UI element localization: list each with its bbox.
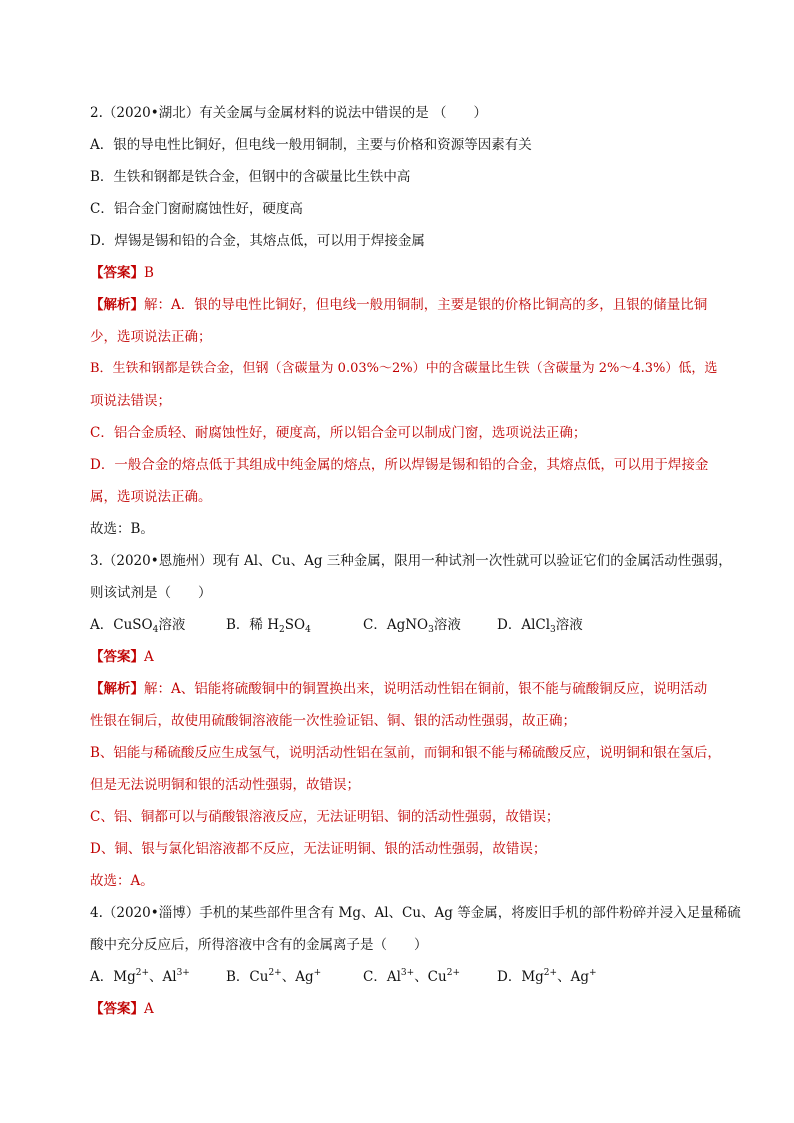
- subscript: 3: [428, 625, 434, 635]
- option-text: B．稀 H: [226, 617, 279, 633]
- q2-answer: [90, 264, 154, 282]
- q3-analysis-line: [90, 680, 707, 698]
- analysis-label: 【解析】: [90, 297, 144, 313]
- superscript: 2+: [268, 968, 282, 978]
- option-text: C．AgNO: [363, 617, 429, 633]
- q3-option-a: [90, 616, 185, 634]
- q2-analysis-line: [90, 296, 707, 314]
- subscript: 2: [279, 625, 285, 635]
- answer-label: 【答案】: [90, 649, 144, 665]
- answer-label: 【答案】: [90, 265, 144, 281]
- q2-option-a: A．银的导电性比铜好，但电线一般用铜制，主要与价格和资源等因素有关: [90, 137, 532, 153]
- question-4-stem: 酸中充分反应后，所得溶液中含有的金属离子是（ ）: [90, 937, 428, 953]
- q3-analysis-line: D、铜、银与氯化铝溶液都不反应，无法证明铜、银的活动性强弱，故错误；: [90, 841, 547, 857]
- option-text: 、Cu: [414, 969, 447, 985]
- answer-value: A: [144, 649, 154, 665]
- q3-analysis-line: C、铝、铜都可以与硝酸银溶液反应，无法证明铝、铜的活动性强弱，故错误；: [90, 809, 560, 825]
- answer-value: A: [144, 1001, 154, 1017]
- q2-analysis-line: 少，选项说法正确；: [90, 329, 212, 345]
- question-4-stem: 4.（2020•淄博）手机的某些部件里含有 Mg、Al、Cu、Ag 等金属，将废旧手机的部件粉碎并浸入足量稀硫: [90, 905, 741, 921]
- question-3-stem: 则该试剂是（ ）: [90, 585, 212, 601]
- q3-analysis-line: 性银在铜后，故使用硫酸铜溶液能一次性验证铝、铜、银的活动性强弱，故正确；: [90, 713, 576, 729]
- answer-label: 【答案】: [90, 1001, 144, 1017]
- option-text: SO: [284, 617, 306, 633]
- q4-option-b: [226, 968, 321, 986]
- question-3-stem: 3.（2020•恩施州）现有 Al、Cu、Ag 三种金属，限用一种试剂一次性就可以验证它们的金属活动性强弱，: [90, 553, 732, 569]
- superscript: 3+: [400, 968, 415, 978]
- question-2-stem: 2.（2020•湖北）有关金属与金属材料的说法中错误的是 （ ）: [90, 105, 487, 121]
- superscript: 2+: [446, 968, 460, 978]
- q2-analysis-line: C．铝合金质轻、耐腐蚀性好，硬度高，所以铝合金可以制成门窗，选项说法正确；: [90, 425, 587, 441]
- q2-analysis-line: B．生铁和钢都是铁合金，但钢（含碳量为 0.03%～2%）中的含碳量比生铁（含碳量为 2%～4.3%）低，选: [90, 361, 718, 376]
- subscript: 4: [305, 625, 311, 635]
- superscript: +: [313, 968, 322, 978]
- q3-analysis-line: B、铝能与稀硫酸反应生成氢气，说明活动性铝在氢前，而铜和银不能与稀硫酸反应，说明铜和银在氢后，: [90, 745, 721, 761]
- q3-option-b: [226, 616, 311, 634]
- q4-option-c: [363, 968, 460, 986]
- q2-analysis-line: D．一般合金的熔点低于其组成中纯金属的熔点，所以焊锡是锡和铅的合金，其熔点低，可以用于焊接金: [90, 457, 709, 473]
- q3-option-c: [363, 616, 461, 634]
- option-text: 溶液: [555, 617, 583, 633]
- q4-answer: [90, 1000, 154, 1018]
- superscript: +: [588, 968, 597, 978]
- q3-conclusion: 故选：A。: [90, 873, 154, 889]
- q3-analysis-line: 但是无法说明铜和银的活动性强弱，故错误；: [90, 777, 360, 793]
- q4-option-a: [90, 968, 190, 986]
- answer-value: B: [144, 265, 154, 281]
- analysis-text: 解：A．银的导电性比铜好，但电线一般用铜制，主要是银的价格比铜高的多，且银的储量比铜: [144, 297, 708, 313]
- option-text: 溶液: [433, 617, 461, 633]
- q4-option-d: [497, 968, 597, 986]
- superscript: 2+: [543, 968, 558, 978]
- option-text: 、Ag: [557, 969, 589, 985]
- q2-option-b: B．生铁和钢都是铁合金，但钢中的含碳量比生铁中高: [90, 169, 411, 185]
- q2-option-d: D．焊锡是锡和铅的合金，其熔点低，可以用于焊接金属: [90, 233, 425, 249]
- q2-analysis-line: 属，选项说法正确。: [90, 489, 212, 505]
- option-text: 溶液: [158, 617, 186, 633]
- option-text: 、Al: [149, 969, 177, 985]
- option-text: B．Cu: [226, 969, 269, 985]
- analysis-text: 解：A、铝能将硫酸铜中的铜置换出来，说明活动性铝在铜前，银不能与硫酸铜反应，说明活动: [144, 681, 708, 697]
- q3-option-d: [497, 616, 583, 634]
- option-text: D．AlCl: [497, 617, 551, 633]
- subscript: 3: [550, 625, 556, 635]
- superscript: 2+: [135, 968, 149, 978]
- option-text: A．CuSO: [90, 617, 153, 633]
- option-text: 、Ag: [281, 969, 314, 985]
- superscript: 3+: [176, 968, 190, 978]
- option-text: C．Al: [363, 969, 401, 985]
- q3-answer: [90, 648, 154, 666]
- analysis-label: 【解析】: [90, 681, 144, 697]
- option-text: D．Mg: [497, 969, 544, 985]
- option-text: A．Mg: [90, 969, 136, 985]
- subscript: 4: [152, 625, 159, 635]
- q2-option-c: C．铝合金门窗耐腐蚀性好，硬度高: [90, 201, 303, 217]
- q2-analysis-line: 项说法错误；: [90, 393, 171, 409]
- q2-conclusion: 故选：B。: [90, 521, 154, 537]
